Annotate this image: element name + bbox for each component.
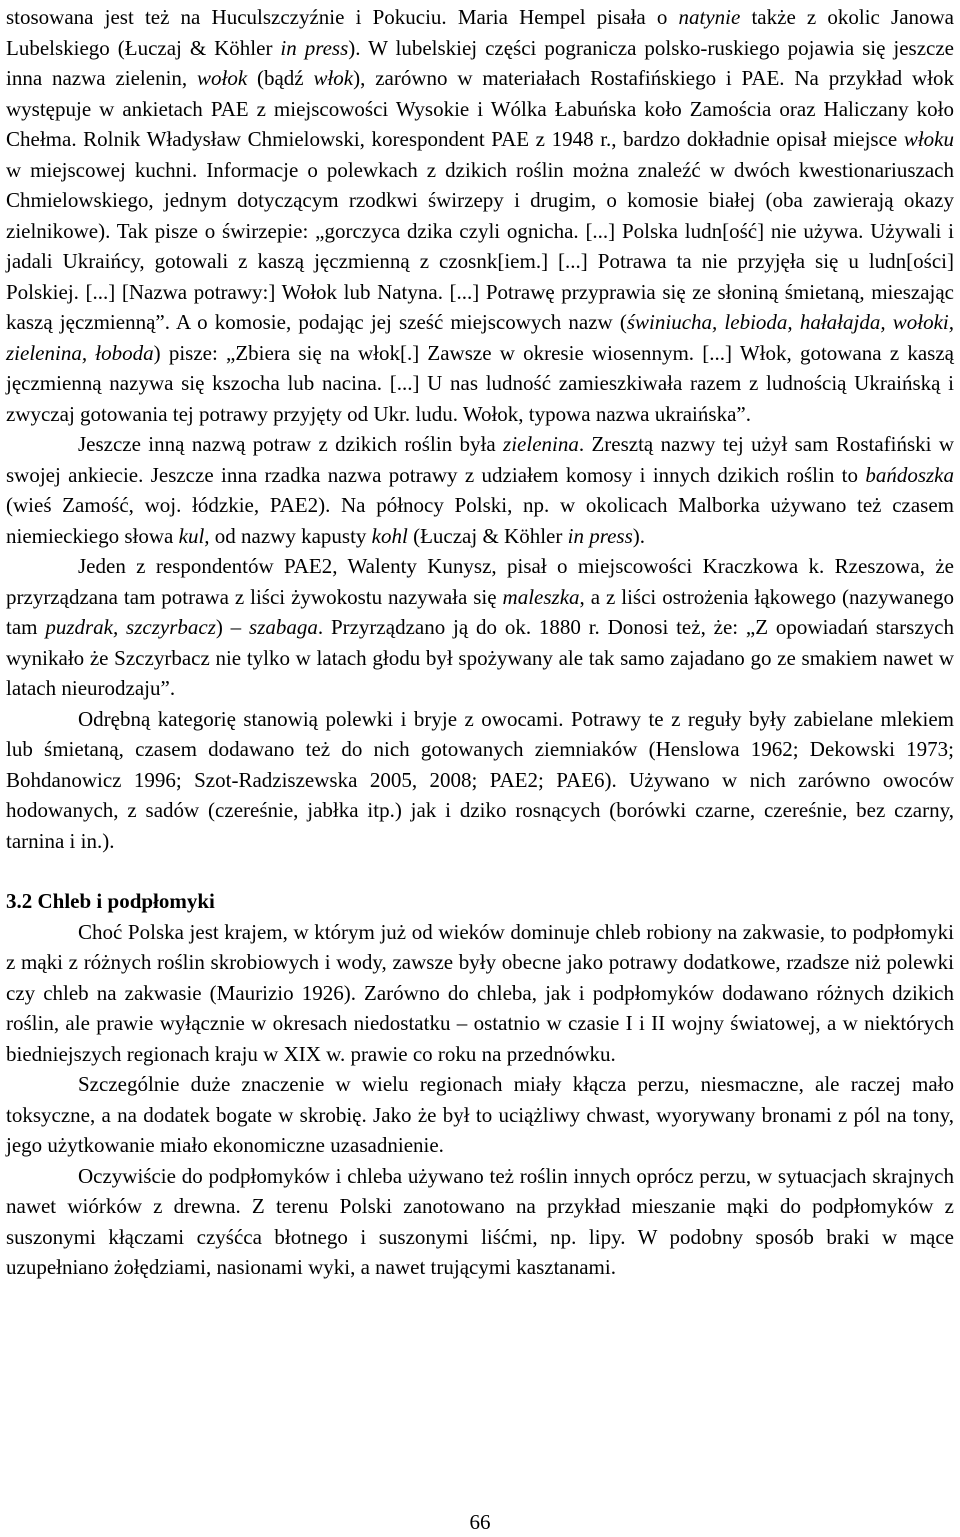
paragraph-podplomyki: Choć Polska jest krajem, w którym już od wieków dominuje chleb robiony na zakwasie, to podpłomyki z mąki z różnych roślin skrobiowych i wody, zawsze były obecne jako potrawy dodatkowe, rzadsze niż polewki czy chleb na zakwasie (Maurizio 1926). Zarówno do chleba, jak i podpłomyków dodawano różnych dzikich roślin, ale prawie wyłącznie w okresach niedostatku – ostatnio w czasie I i II wojny światowej, a w niektórych biedniejszych regionach kraju w XIX w. prawie co roku na przednówku. bbox=[6, 919, 954, 1066]
paragraph-kunysz: Jeden z respondentów PAE2, Walenty Kunysz, pisał o miejscowości Kraczkowa k. Rzeszowa, że przyrządzana tam potrawa z liści żywokostu nazywała się maleszka, a z liści ostrożenia łąkowego (nazywanego tam puzdrak, szczyrbacz) – szabaga. Przyrządzano ją do ok. 1880 r. Donosi też, że: „Z opowiadań starszych wynikało że Szczyrbacz nie tylko w latach głodu był spożywany ale tak samo zajadano go ze smakiem nawet w latach nieurodzaju”. bbox=[6, 554, 954, 700]
paragraph-polewki-owoce: Odrębną kategorię stanowią polewki i bryje z owocami. Potrawy te z reguły były zabielane mlekiem lub śmietaną, czasem dodawano też do nich gotowanych ziemniaków (Henslowa 1962; Dekowski 1973; Bohdanowicz 1996; Szot-Radziszewska 2005, 2008; PAE2; PAE6). Używano w nich zarówno owoców hodowanych, z sadów (czereśnie, jabłka itp.) jak i dziko rosnących (borówki czarne, czereśnie, bez czarny, tarnina i in.). bbox=[6, 706, 954, 853]
paragraph-zielenina: Jeszcze inną nazwą potraw z dzikich roślin była zielenina. Zresztą nazwy tej użył sam Rostafiński w swojej ankiecie. Jeszcze inna rzadka nazwa potrawy z udziałem komosy i innych dzikich roślin to bańdoszka (wieś Zamość, woj. łódzkie, PAE2). Na północy Polski, np. w okolicach Malborka używano też czasem niemieckiego słowa kul, od nazwy kapusty kohl (Łuczaj & Köhler in press). bbox=[6, 432, 955, 548]
paragraph-inne-rosliny: Oczywiście do podpłomyków i chleba używano też roślin innych oprócz perzu, w sytuacjach skrajnych nawet wiórków z drewna. Z terenu Polski zanotowano na przykład mieszanie mąki do podpłomyków z suszonymi kłączami czyśćca błotnego i suszonymi liśćmi, np. lipy. W podobny sposób braki w mące uzupełniano żołędziami, nasionami wyki, a nawet trującymi kasztanami. bbox=[6, 1163, 954, 1279]
section-heading: 3.2 Chleb i podpłomyki bbox=[6, 889, 215, 913]
page-number: 66 bbox=[469, 1510, 491, 1534]
paragraph-wolok: stosowana jest też na Huculszczyźnie i Pokuciu. Maria Hempel pisała o natynie także z okolic Janowa Lubelskiego (Łuczaj & Köhler in press). W lubelskiej części pogranicza polsko-ruskiego pojawia się jeszcze inna nazwa zielenin, wołok (bądź włok), zarówno w materiałach Rostafińskiego i PAE. Na przykład włok występuje w ankietach PAE z miejscowości Wysokie i Wólka Łabuńska koło Zamościa oraz Haliczany koło Chełma. Rolnik Władysław Chmielowski, korespondent PAE z 1948 r., bardzo dokładnie opisał miejsce włoku w miejscowej kuchni. Informacje o polewkach z dzikich roślin można znaleźć w dwóch kwestionariuszach Chmielowskiego, jednym dotyczącym rzodkwi świrzepy i drugim, o komosie białej (oba zawierają okazy zielnikowe). Tak pisze o świrzepie: „gorczyca dzika czyli ognicha. [...] Polska ludn[ość] nie używa. Używali i jadali Ukraińcy, gotowali z kaszą jęczmienną z czosnk[iem.] [...] Potrawa ta nie przyjęła się u ludn[ości] Polskiej. [...] [Nazwa potrawy:] Wołok lub Natyna. [...] Potrawę przyprawia się ze słoniną śmietaną, mieszając kaszą jęczmienną”. A o komosie, podając jej sześć miejscowych nazw (świniucha, lebioda, hałałajda, wołoki, zielenina, łoboda) pisze: „Zbiera się na włok[.] Zawsze w okresie wiosennym. [...] Włok, gotowana z kaszą jęczmienną nazywa się kszocha lub nacina. [...] U nas ludność zamieszkiwała razem z ludnością Ukraińską i zwyczaj gotowania tej potrawy przyjęty od Ukr. ludu. Wołok, typowa nazwa ukraińska”. bbox=[6, 5, 955, 426]
paragraph-perz: Szczególnie duże znaczenie w wielu regionach miały kłącza perzu, niesmaczne, ale raczej mało toksyczne, a na dodatek bogate w skrobię. Jako że był to uciążliwy chwast, wyorywany bronami z pól na tony, jego użytkowanie miało ekonomiczne uzasadnienie. bbox=[6, 1072, 954, 1157]
